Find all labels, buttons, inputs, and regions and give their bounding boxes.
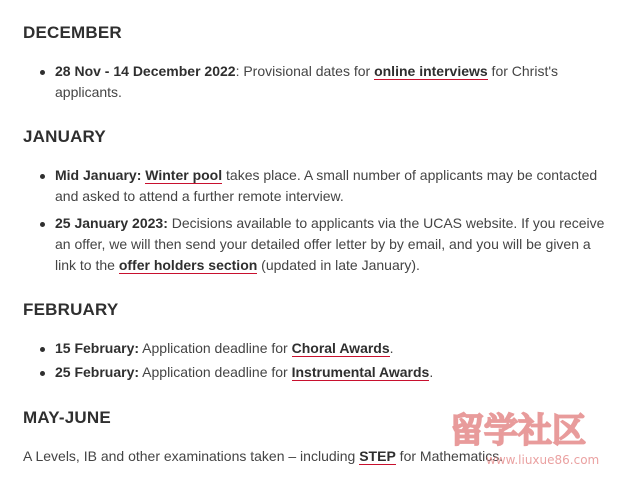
online-interviews-link[interactable]: online interviews (374, 63, 488, 79)
list-item (23, 165, 608, 207)
watermark-text: 留学社区 (450, 411, 586, 451)
may-june-paragraph (23, 446, 608, 467)
list-item (23, 61, 608, 103)
choral-awards-link[interactable]: Choral Awards (291, 340, 390, 356)
step-link[interactable]: STEP (359, 448, 396, 464)
heading-january: JANUARY (23, 127, 106, 146)
winter-pool-link[interactable]: Winter pool (145, 167, 223, 183)
instrumental-awards-link[interactable]: Instrumental Awards (291, 364, 430, 380)
item-date: 15 February: (55, 340, 140, 356)
list-item (23, 338, 608, 359)
watermark-url: www.liuxue86.com (486, 453, 600, 467)
item-date: 25 February: (55, 364, 140, 380)
item-text: Application deadline for (139, 340, 292, 356)
item-text: for Christ's applicants. (55, 63, 559, 100)
paragraph-text: A Levels, IB and other examinations taken – including (23, 448, 360, 464)
item-text: : Provisional dates for (235, 63, 375, 79)
item-text: . (429, 364, 434, 380)
list-december (23, 61, 608, 103)
item-text: takes place. A small number of applicants may be contacted and asked to attend a further remote interview. (55, 167, 598, 204)
paragraph-text: for Mathematics. (395, 448, 504, 464)
list-february (23, 338, 608, 383)
list-january (23, 165, 608, 276)
list-item (23, 213, 608, 276)
item-date: Mid January: (55, 167, 146, 183)
item-text: Application deadline for (139, 364, 292, 380)
offer-holders-section-link[interactable]: offer holders section (118, 257, 258, 273)
heading-december: DECEMBER (23, 23, 122, 42)
item-date: 28 Nov - 14 December 2022 (55, 63, 236, 79)
item-text: (updated in late January). (257, 257, 420, 273)
heading-february: FEBRUARY (23, 300, 119, 319)
list-item (23, 362, 608, 383)
item-text: . (389, 340, 394, 356)
heading-may-june: MAY-JUNE (23, 408, 111, 427)
item-date: 25 January 2023: (55, 215, 168, 231)
item-text: Decisions available to applicants via the UCAS website. If you receive an offer, we will then send your detailed offer letter by by email, and you will be given a link to the (55, 215, 605, 273)
